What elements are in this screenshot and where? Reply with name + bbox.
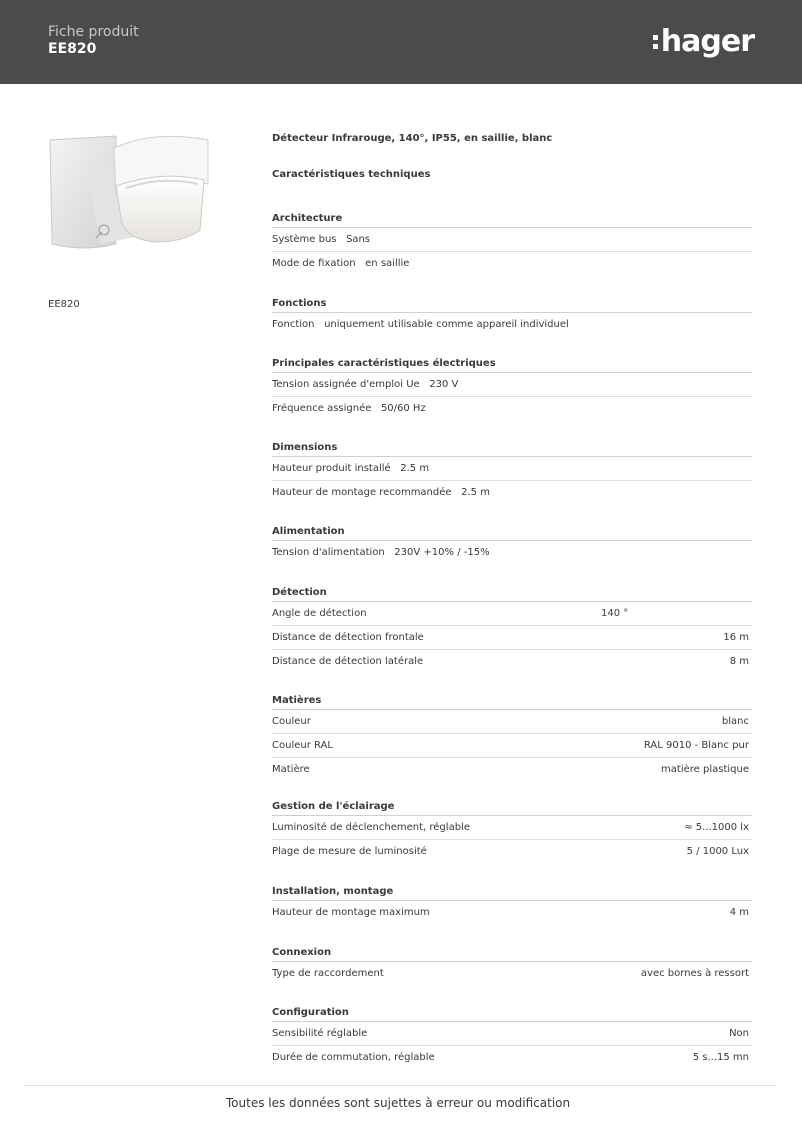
spec-value: Non <box>729 1028 749 1039</box>
spec-label: Matière <box>272 764 310 775</box>
spec-value: RAL 9010 - Blanc pur <box>643 740 749 751</box>
spec-label: Sensibilité réglable <box>272 1028 368 1039</box>
spec-label: Couleur <box>272 716 311 727</box>
section-installation <box>272 883 752 924</box>
spec-label: Hauteur de montage maximum <box>272 907 430 918</box>
spec-value: blanc <box>721 716 749 727</box>
footer-disclaimer: Toutes les données sont sujettes à erreur ou modification <box>225 1096 571 1110</box>
spec-label: Distance de détection frontale <box>272 632 424 643</box>
spec-row <box>272 541 752 564</box>
section-fonctions <box>272 295 752 336</box>
section-title: Architecture <box>272 210 752 228</box>
section-architecture <box>272 210 752 275</box>
spec-label: Tension d'alimentation <box>272 547 385 558</box>
spec-row <box>272 816 752 840</box>
spec-label: Couleur RAL <box>272 740 333 751</box>
spec-row <box>272 252 752 275</box>
spec-label: Plage de mesure de luminosité <box>272 846 427 857</box>
spec-label: Hauteur de montage recommandée <box>272 487 452 498</box>
section-title: Dimensions <box>272 439 752 457</box>
spec-row <box>272 650 752 673</box>
specs-heading: Caractéristiques techniques <box>272 169 431 180</box>
spec-label: Distance de détection latérale <box>272 656 424 667</box>
spec-label: Hauteur produit installé <box>272 463 391 474</box>
document-kind: Fiche produit <box>48 24 139 40</box>
logo-wordmark: hager <box>660 24 754 59</box>
section-title: Connexion <box>272 944 752 962</box>
spec-label: Mode de fixation <box>272 258 356 269</box>
section-title: Matières <box>272 692 752 710</box>
spec-row <box>272 758 752 781</box>
section-electriques <box>272 355 752 420</box>
spec-value: en saillie <box>365 258 410 269</box>
footer-divider <box>24 1085 776 1086</box>
spec-value: 50/60 Hz <box>380 403 426 414</box>
section-title: Alimentation <box>272 523 752 541</box>
product-reference: EE820 <box>48 41 97 57</box>
section-eclairage <box>272 798 752 863</box>
spec-row <box>272 840 752 863</box>
spec-value: 4 m <box>729 907 749 918</box>
spec-label: Luminosité de déclenchement, réglable <box>272 822 470 833</box>
spec-label: Système bus <box>272 234 337 245</box>
section-title: Installation, montage <box>272 883 752 901</box>
spec-value: 5 / 1000 Lux <box>686 846 749 857</box>
section-matieres <box>272 692 752 781</box>
spec-row <box>272 397 752 420</box>
spec-value: 2.5 m <box>461 487 490 498</box>
spec-row <box>272 602 752 626</box>
product-image-caption: EE820 <box>48 299 80 310</box>
logo-dots-icon <box>653 35 658 49</box>
section-connexion <box>272 944 752 985</box>
spec-value: 230V +10% / -15% <box>394 547 490 558</box>
spec-row <box>272 962 752 985</box>
section-title: Configuration <box>272 1004 752 1022</box>
spec-row <box>272 626 752 650</box>
section-alimentation <box>272 523 752 564</box>
spec-row <box>272 373 752 397</box>
spec-value: ≈ 5...1000 lx <box>684 822 749 833</box>
spec-value: Sans <box>346 234 371 245</box>
spec-row <box>272 481 752 504</box>
spec-value: 140 ° <box>601 608 629 619</box>
spec-row <box>272 1046 752 1069</box>
spec-label: Fréquence assignée <box>272 403 372 414</box>
spec-value: avec bornes à ressort <box>640 968 749 979</box>
spec-value: uniquement utilisable comme appareil individuel <box>324 319 569 330</box>
spec-value: 8 m <box>729 656 749 667</box>
spec-row <box>272 901 752 924</box>
section-title: Fonctions <box>272 295 752 313</box>
spec-value: matière plastique <box>661 764 749 775</box>
spec-label: Tension assignée d'emploi Ue <box>272 379 420 390</box>
spec-row <box>272 228 752 252</box>
spec-row <box>272 313 752 336</box>
spec-label: Angle de détection <box>272 608 367 619</box>
spec-value: 16 m <box>723 632 749 643</box>
section-dimensions <box>272 439 752 504</box>
spec-value: 2.5 m <box>400 463 430 474</box>
section-title: Principales caractéristiques électriques <box>272 355 752 373</box>
motion-detector-product-image <box>44 126 216 256</box>
spec-row <box>272 710 752 734</box>
spec-row <box>272 1022 752 1046</box>
spec-value: 230 V <box>429 379 459 390</box>
section-detection <box>272 584 752 673</box>
section-title: Gestion de l'éclairage <box>272 798 752 816</box>
product-title: Détecteur Infrarouge, 140°, IP55, en saillie, blanc <box>272 133 553 144</box>
spec-label: Fonction <box>272 319 315 330</box>
spec-label: Durée de commutation, réglable <box>272 1052 435 1063</box>
spec-row <box>272 457 752 481</box>
section-title: Détection <box>272 584 752 602</box>
hager-logo <box>653 22 754 62</box>
spec-value: 5 s...15 mn <box>692 1052 749 1063</box>
spec-row <box>272 734 752 758</box>
page-header <box>0 0 802 84</box>
section-configuration <box>272 1004 752 1069</box>
spec-label: Type de raccordement <box>272 968 384 979</box>
